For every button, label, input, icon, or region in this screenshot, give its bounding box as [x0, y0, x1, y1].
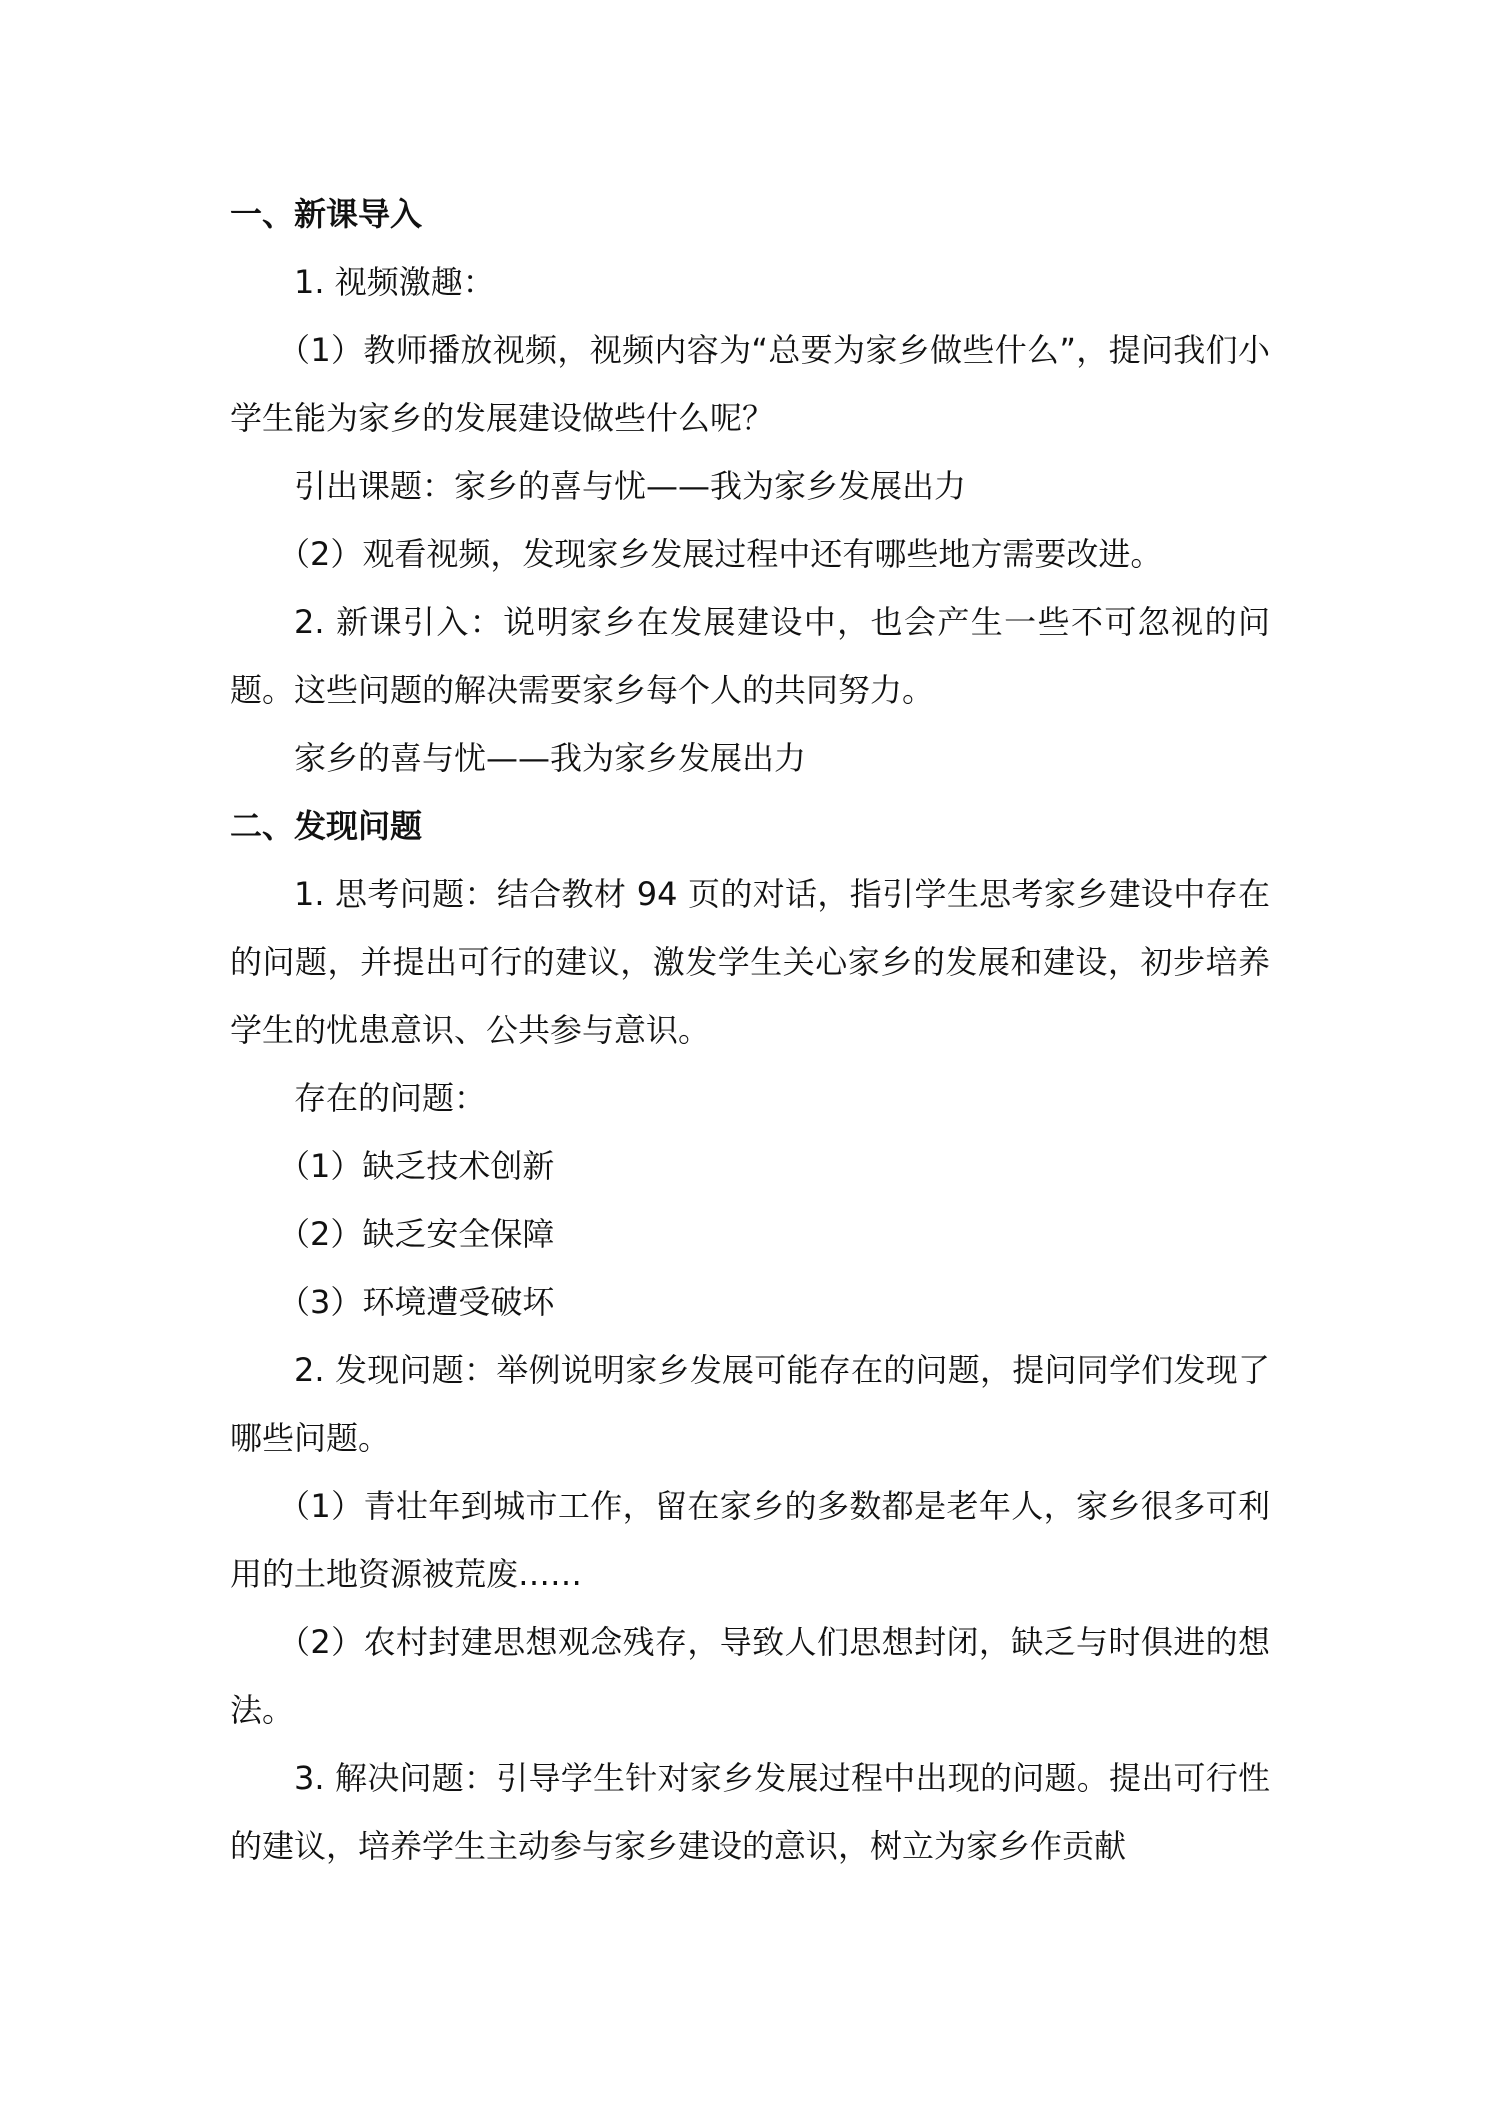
section-heading-intro: 一、新课导入 — [230, 195, 423, 233]
paragraph-example-1: （1）青壮年到城市工作，留在家乡的多数都是老年人，家乡很多可利用的土地资源被荒废…… — [230, 1487, 1270, 1593]
list-item-problem-2: （2）缺乏安全保障 — [278, 1215, 555, 1253]
section-heading-find-problems: 二、发现问题 — [230, 807, 423, 845]
paragraph-teacher-plays-video: （1）教师播放视频，视频内容为“总要为家乡做些什么”，提问我们小学生能为家乡的发展建设做些什么呢？ — [230, 331, 1270, 437]
paragraph-lesson-topic: 引出课题：家乡的喜与忧——我为家乡发展出力 — [294, 467, 967, 505]
paragraph-watch-video: （2）观看视频，发现家乡发展过程中还有哪些地方需要改进。 — [278, 535, 1163, 573]
paragraph-example-2: （2）农村封建思想观念残存，导致人们思想封闭，缺乏与时俱进的想法。 — [230, 1623, 1270, 1729]
paragraph-lesson-title: 家乡的喜与忧——我为家乡发展出力 — [294, 739, 807, 777]
paragraph-solve-problems: 3. 解决问题：引导学生针对家乡发展过程中出现的问题。提出可行性的建议，培养学生主动参与家乡建设的意识，树立为家乡作贡献 — [230, 1759, 1270, 1865]
document-page — [230, 180, 1270, 1880]
list-item-problem-1: （1）缺乏技术创新 — [278, 1147, 555, 1185]
list-item-problem-3: （3）环境遭受破坏 — [278, 1283, 555, 1321]
paragraph-think-problems: 1. 思考问题：结合教材 94 页的对话，指引学生思考家乡建设中存在的问题，并提出可行的建议，激发学生关心家乡的发展和建设，初步培养学生的忧患意识、公共参与意识。 — [230, 875, 1270, 1049]
paragraph-video-interest: 1. 视频激趣： — [294, 263, 495, 301]
paragraph-discover-problems: 2. 发现问题：举例说明家乡发展可能存在的问题，提问同学们发现了哪些问题。 — [230, 1351, 1270, 1457]
paragraph-existing-problems: 存在的问题： — [294, 1079, 487, 1117]
paragraph-new-lesson-intro: 2. 新课引入：说明家乡在发展建设中，也会产生一些不可忽视的问题。这些问题的解决需要家乡每个人的共同努力。 — [230, 603, 1270, 709]
